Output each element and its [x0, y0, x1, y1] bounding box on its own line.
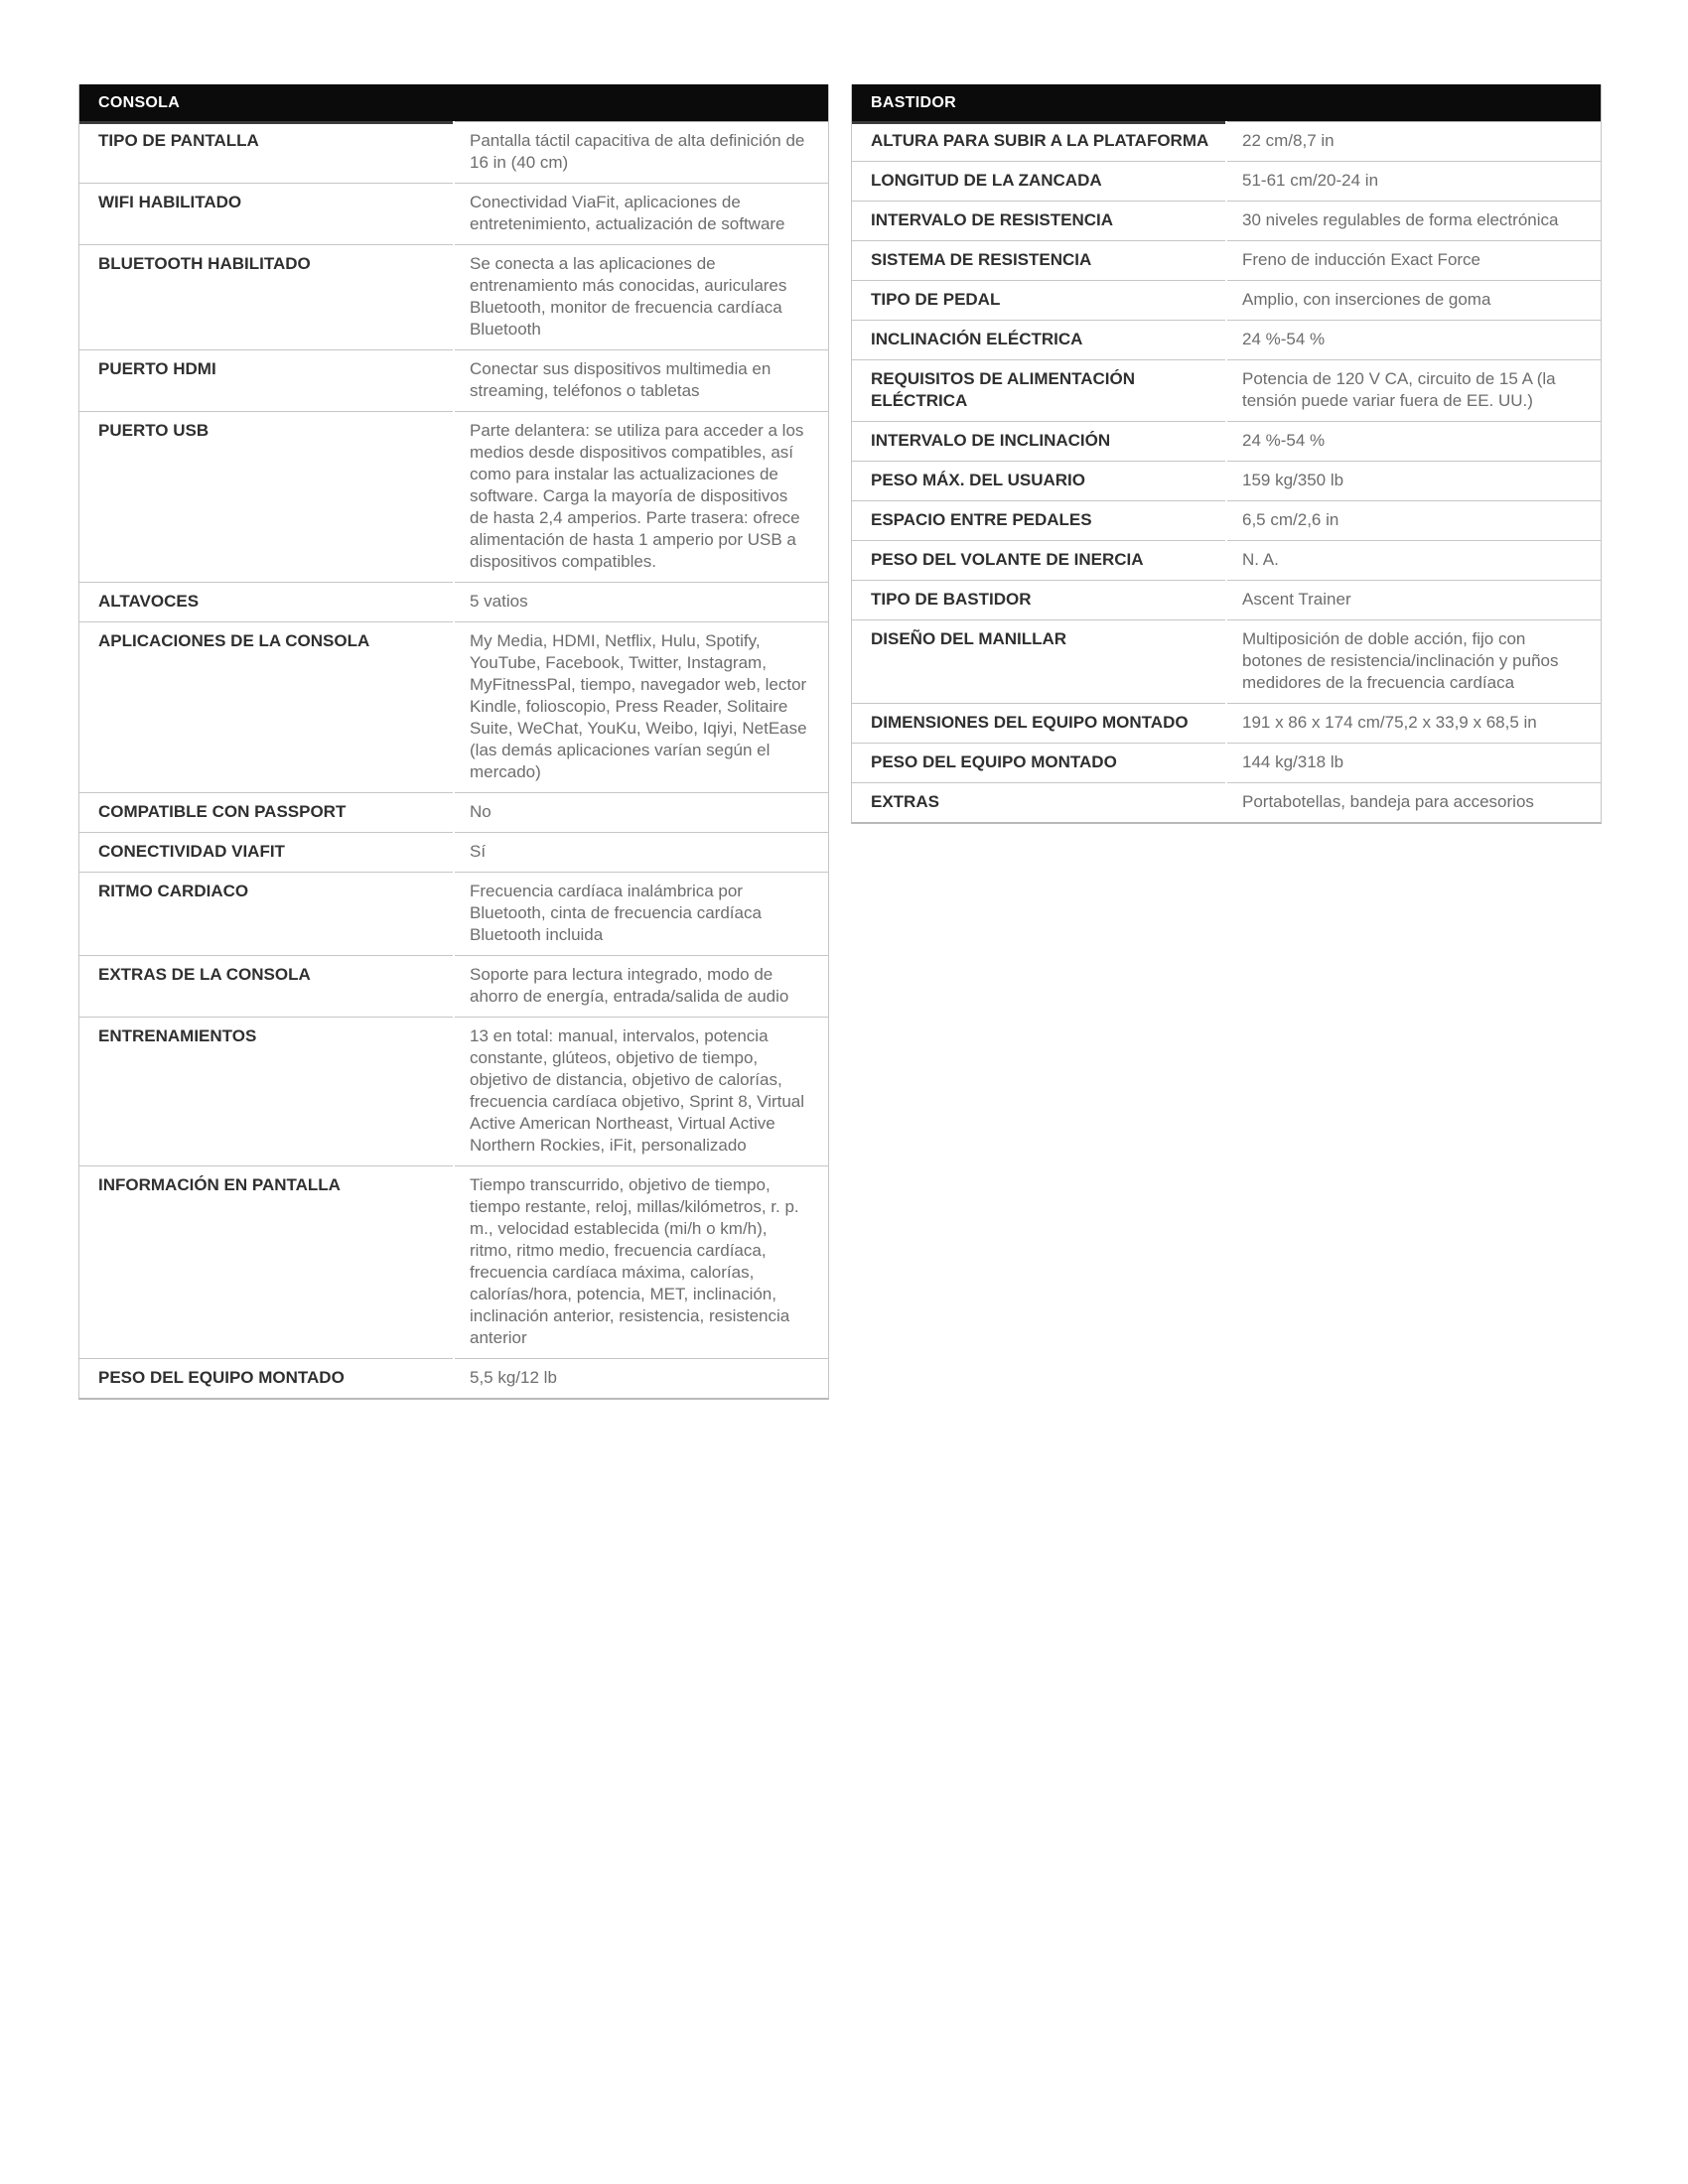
spec-row: [852, 580, 1601, 619]
spec-value: Freno de inducción Exact Force: [1227, 240, 1601, 280]
spec-label: PESO MÁX. DEL USUARIO: [852, 461, 1225, 500]
spec-value: Ascent Trainer: [1227, 580, 1601, 619]
spec-row: [852, 320, 1601, 359]
spec-row: [79, 1165, 828, 1358]
spec-value: 22 cm/8,7 in: [1227, 121, 1601, 161]
spec-row: [852, 619, 1601, 703]
table-rows-bastidor: [852, 121, 1601, 822]
spec-table-bastidor: [851, 84, 1602, 824]
table-header-bastidor: BASTIDOR: [852, 84, 1601, 121]
spec-label: WIFI HABILITADO: [79, 183, 453, 244]
spec-value: Parte delantera: se utiliza para acceder a los medios desde dispositivos compatibles, así como para instalar las actualizaciones de software. Carga la mayoría de dispositivos de hasta 2,4 amperios. Parte trasera: ofrece alimentación de hasta 1 amperio por USB a dispositivos compatibles.: [455, 411, 828, 582]
spec-row: [852, 540, 1601, 580]
spec-value: No: [455, 792, 828, 832]
spec-value: Pantalla táctil capacitiva de alta definición de 16 in (40 cm): [455, 121, 828, 183]
spec-value: Potencia de 120 V CA, circuito de 15 A (la tensión puede variar fuera de EE. UU.): [1227, 359, 1601, 421]
spec-label: COMPATIBLE CON PASSPORT: [79, 792, 453, 832]
spec-row: [852, 782, 1601, 822]
spec-label: REQUISITOS DE ALIMENTACIÓN ELÉCTRICA: [852, 359, 1225, 421]
spec-row: [852, 500, 1601, 540]
spec-value: Conectividad ViaFit, aplicaciones de entretenimiento, actualización de software: [455, 183, 828, 244]
spec-value: 24 %-54 %: [1227, 421, 1601, 461]
spec-label: EXTRAS: [852, 782, 1225, 822]
spec-row: [79, 411, 828, 582]
spec-value: Conectar sus dispositivos multimedia en streaming, teléfonos o tabletas: [455, 349, 828, 411]
spec-label: INCLINACIÓN ELÉCTRICA: [852, 320, 1225, 359]
spec-label: PUERTO HDMI: [79, 349, 453, 411]
spec-row: [79, 582, 828, 621]
spec-label: ALTURA PARA SUBIR A LA PLATAFORMA: [852, 121, 1225, 161]
spec-value: 159 kg/350 lb: [1227, 461, 1601, 500]
spec-label: ALTAVOCES: [79, 582, 453, 621]
spec-row: [79, 1017, 828, 1165]
spec-label: TIPO DE PANTALLA: [79, 121, 453, 183]
spec-label: PESO DEL VOLANTE DE INERCIA: [852, 540, 1225, 580]
spec-row: [79, 872, 828, 955]
spec-table-consola: [78, 84, 829, 1400]
spec-value: 6,5 cm/2,6 in: [1227, 500, 1601, 540]
spec-row: [79, 792, 828, 832]
spec-value: 30 niveles regulables de forma electrónica: [1227, 201, 1601, 240]
spec-label: CONECTIVIDAD VIAFIT: [79, 832, 453, 872]
spec-value: Tiempo transcurrido, objetivo de tiempo, tiempo restante, reloj, millas/kilómetros, r. p. m., velocidad establecida (mi/h o km/h), ritmo, ritmo medio, frecuencia cardíaca, frecuencia cardíaca máxima, calorías, calorías/hora, potencia, MET, inclinación, inclinación anterior, resistencia, resistencia anterior: [455, 1165, 828, 1358]
spec-row: [79, 349, 828, 411]
spec-row: [852, 161, 1601, 201]
table-header-consola: CONSOLA: [79, 84, 828, 121]
spec-row: [79, 244, 828, 349]
spec-label: TIPO DE PEDAL: [852, 280, 1225, 320]
spec-row: [852, 359, 1601, 421]
spec-value: Amplio, con inserciones de goma: [1227, 280, 1601, 320]
spec-row: [852, 421, 1601, 461]
spec-label: PUERTO USB: [79, 411, 453, 582]
spec-value: Portabotellas, bandeja para accesorios: [1227, 782, 1601, 822]
spec-label: DISEÑO DEL MANILLAR: [852, 619, 1225, 703]
spec-value: My Media, HDMI, Netflix, Hulu, Spotify, YouTube, Facebook, Twitter, Instagram, MyFitnessPal, tiempo, navegador web, lector Kindle, folioscopio, Press Reader, Solitaire Suite, WeChat, YouKu, Weibo, Iqiyi, NetEase (las demás aplicaciones varían según el mercado): [455, 621, 828, 792]
spec-row: [852, 703, 1601, 743]
spec-label: ESPACIO ENTRE PEDALES: [852, 500, 1225, 540]
spec-label: PESO DEL EQUIPO MONTADO: [79, 1358, 453, 1398]
spec-value: Frecuencia cardíaca inalámbrica por Bluetooth, cinta de frecuencia cardíaca Bluetooth incluida: [455, 872, 828, 955]
spec-value: 13 en total: manual, intervalos, potencia constante, glúteos, objetivo de tiempo, objetivo de distancia, objetivo de calorías, frecuencia cardíaca objetivo, Sprint 8, Virtual Active American Northeast, Virtual Active Northern Rockies, iFit, personalizado: [455, 1017, 828, 1165]
spec-label: BLUETOOTH HABILITADO: [79, 244, 453, 349]
spec-label: ENTRENAMIENTOS: [79, 1017, 453, 1165]
spec-row: [79, 955, 828, 1017]
table-rows-consola: [79, 121, 828, 1398]
spec-label: TIPO DE BASTIDOR: [852, 580, 1225, 619]
spec-row: [852, 280, 1601, 320]
spec-value: 191 x 86 x 174 cm/75,2 x 33,9 x 68,5 in: [1227, 703, 1601, 743]
spec-label: INTERVALO DE RESISTENCIA: [852, 201, 1225, 240]
spec-row: [79, 1358, 828, 1398]
spec-row: [852, 121, 1601, 161]
spec-label: RITMO CARDIACO: [79, 872, 453, 955]
spec-value: 5 vatios: [455, 582, 828, 621]
spec-value: Sí: [455, 832, 828, 872]
spec-row: [79, 183, 828, 244]
spec-value: 5,5 kg/12 lb: [455, 1358, 828, 1398]
spec-label: INTERVALO DE INCLINACIÓN: [852, 421, 1225, 461]
spec-value: 144 kg/318 lb: [1227, 743, 1601, 782]
spec-value: 51-61 cm/20-24 in: [1227, 161, 1601, 201]
spec-row: [79, 621, 828, 792]
spec-row: [852, 461, 1601, 500]
spec-label: SISTEMA DE RESISTENCIA: [852, 240, 1225, 280]
spec-row: [852, 201, 1601, 240]
spec-label: DIMENSIONES DEL EQUIPO MONTADO: [852, 703, 1225, 743]
spec-value: Se conecta a las aplicaciones de entrenamiento más conocidas, auriculares Bluetooth, monitor de frecuencia cardíaca Bluetooth: [455, 244, 828, 349]
spec-label: PESO DEL EQUIPO MONTADO: [852, 743, 1225, 782]
spec-label: INFORMACIÓN EN PANTALLA: [79, 1165, 453, 1358]
spec-row: [852, 743, 1601, 782]
spec-label: LONGITUD DE LA ZANCADA: [852, 161, 1225, 201]
spec-label: APLICACIONES DE LA CONSOLA: [79, 621, 453, 792]
spec-value: 24 %-54 %: [1227, 320, 1601, 359]
spec-value: N. A.: [1227, 540, 1601, 580]
spec-value: Multiposición de doble acción, fijo con botones de resistencia/inclinación y puños medidores de la frecuencia cardíaca: [1227, 619, 1601, 703]
spec-row: [79, 832, 828, 872]
spec-value: Soporte para lectura integrado, modo de ahorro de energía, entrada/salida de audio: [455, 955, 828, 1017]
spec-row: [852, 240, 1601, 280]
spec-row: [79, 121, 828, 183]
spec-label: EXTRAS DE LA CONSOLA: [79, 955, 453, 1017]
